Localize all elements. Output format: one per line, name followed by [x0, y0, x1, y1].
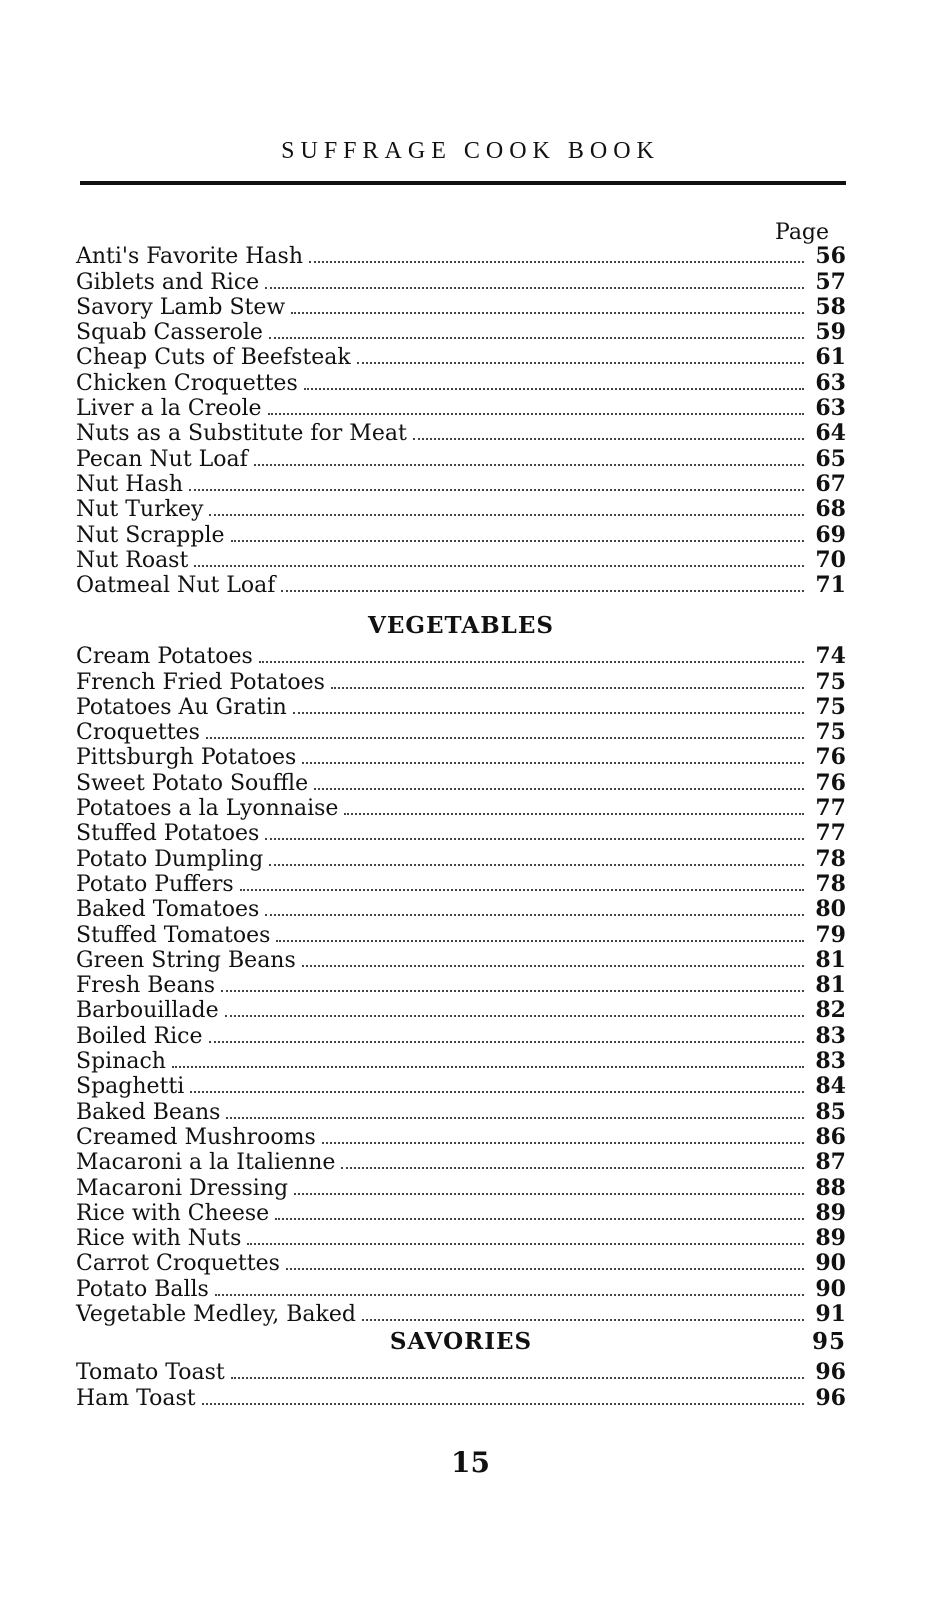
toc-entry: [76, 370, 846, 395]
toc-entry: [76, 522, 846, 547]
toc-entry: [76, 1251, 846, 1276]
entry-title: Vegetable Medley, Baked: [76, 1302, 356, 1328]
dot-leader: [293, 712, 804, 714]
toc-entry: [76, 796, 846, 821]
entry-title: Anti's Favorite Hash: [76, 244, 303, 270]
dot-leader: [265, 914, 804, 916]
entry-page-number: 83: [815, 1048, 846, 1075]
toc-entry: [76, 1099, 846, 1124]
dot-leader: [286, 1268, 804, 1270]
toc-entry: [76, 1226, 846, 1251]
entry-title: Savory Lamb Stew: [76, 294, 286, 320]
toc-entry: [76, 922, 846, 947]
entry-title: Tomato Toast: [76, 1360, 225, 1386]
entry-page-number: 77: [815, 795, 846, 822]
section-heading-savories: [76, 1328, 846, 1355]
entry-title: Potato Dumpling: [76, 846, 264, 872]
toc-entry: [76, 1276, 846, 1301]
entry-title: Rice with Nuts: [76, 1226, 242, 1252]
entry-page-number: 84: [815, 1073, 846, 1100]
toc-entry: [76, 1385, 846, 1410]
entry-title: Potato Puffers: [76, 871, 234, 897]
toc-entry: [76, 846, 846, 871]
entry-title: Chicken Croquettes: [76, 370, 298, 396]
header-rule: [80, 181, 846, 185]
entry-title: Squab Casserole: [76, 320, 263, 346]
dot-leader: [344, 813, 804, 815]
entry-page-number: 70: [815, 546, 846, 573]
dot-leader: [265, 287, 804, 289]
entry-page-number: 75: [815, 693, 846, 720]
toc-entry: [76, 1150, 846, 1175]
toc-entry: [76, 770, 846, 795]
entry-title: Spinach: [76, 1049, 166, 1075]
entry-page-number: 58: [815, 293, 846, 320]
entry-page-number: 57: [815, 268, 846, 295]
entry-title: Sweet Potato Souffle: [76, 770, 309, 796]
section-title: VEGETABLES: [367, 612, 554, 639]
toc-entry: [76, 1175, 846, 1200]
entry-page-number: 65: [815, 445, 846, 472]
toc-entry: [76, 669, 846, 694]
dot-leader: [209, 514, 804, 516]
section-heading-vegetables: [76, 612, 846, 639]
entry-title: Macaroni Dressing: [76, 1175, 289, 1201]
toc-entry: [76, 1023, 846, 1048]
dot-leader: [268, 413, 804, 415]
section-title: SAVORIES: [389, 1328, 533, 1355]
toc-entry: [76, 269, 846, 294]
toc-entry: [76, 497, 846, 522]
toc-entry: [76, 548, 846, 573]
dot-leader: [276, 940, 804, 942]
dot-leader: [202, 1403, 804, 1405]
running-title: SUFFRAGE COOK BOOK: [281, 138, 660, 164]
dot-leader: [341, 1167, 804, 1169]
entry-page-number: 81: [815, 946, 846, 973]
dot-leader: [413, 438, 804, 440]
toc-entry: [76, 745, 846, 770]
entry-page-number: 61: [815, 344, 846, 371]
entry-title: Nut Roast: [76, 547, 189, 573]
entry-page-number: 87: [815, 1149, 846, 1176]
dot-leader: [231, 540, 805, 542]
entry-page-number: 76: [815, 744, 846, 771]
entry-page-number: 59: [815, 319, 846, 346]
dot-leader: [302, 965, 804, 967]
toc-entry: [76, 396, 846, 421]
entry-page-number: 77: [815, 820, 846, 847]
entry-page-number: 86: [815, 1123, 846, 1150]
dot-leader: [357, 362, 804, 364]
entry-page-number: 76: [815, 769, 846, 796]
dot-leader: [294, 1193, 804, 1195]
entry-page-number: 90: [815, 1250, 846, 1277]
dot-leader: [259, 661, 804, 663]
entry-page-number: 83: [815, 1022, 846, 1049]
entry-title: French Fried Potatoes: [76, 669, 325, 695]
page-number: 15: [451, 1446, 490, 1479]
entry-page-number: 78: [815, 870, 846, 897]
entry-title: Cheap Cuts of Beefsteak: [76, 345, 351, 371]
entry-title: Potato Balls: [76, 1276, 209, 1302]
toc-entry: [76, 1302, 846, 1327]
entry-title: Barbouillade: [76, 998, 219, 1024]
toc-entry: [76, 446, 846, 471]
dot-leader: [254, 464, 804, 466]
dot-leader: [314, 788, 804, 790]
entry-page-number: 71: [815, 572, 846, 599]
entry-page-number: 89: [815, 1199, 846, 1226]
vegetables-toc-list: [76, 644, 846, 1327]
entry-page-number: 75: [815, 668, 846, 695]
entry-page-number: 69: [815, 521, 846, 548]
dot-leader: [302, 762, 804, 764]
dot-leader: [304, 388, 804, 390]
entry-page-number: 79: [815, 921, 846, 948]
entry-title: Spaghetti: [76, 1074, 185, 1100]
toc-entry: [76, 644, 846, 669]
entry-title: Pittsburgh Potatoes: [76, 745, 297, 771]
entry-page-number: 88: [815, 1174, 846, 1201]
dot-leader: [269, 337, 804, 339]
entry-title: Oatmeal Nut Loaf: [76, 573, 276, 599]
entry-page-number: 63: [815, 395, 846, 422]
dot-leader: [331, 687, 804, 689]
toc-entry: [76, 320, 846, 345]
entry-page-number: 85: [815, 1098, 846, 1125]
entry-title: Liver a la Creole: [76, 396, 262, 422]
dot-leader: [309, 261, 804, 263]
dot-leader: [225, 1015, 804, 1017]
toc-entry: [76, 421, 846, 446]
toc-entry: [76, 1049, 846, 1074]
entry-title: Baked Beans: [76, 1099, 221, 1125]
dot-leader: [189, 489, 804, 491]
toc-entry: [76, 472, 846, 497]
toc-entry: [76, 1201, 846, 1226]
dot-leader: [247, 1243, 804, 1245]
toc-entry: [76, 1074, 846, 1099]
entry-title: Baked Tomatoes: [76, 897, 260, 923]
entry-title: Stuffed Tomatoes: [76, 922, 271, 948]
page-column-label: Page: [775, 220, 830, 245]
entry-title: Potatoes a la Lyonnaise: [76, 796, 339, 822]
entry-title: Nuts as a Substitute for Meat: [76, 421, 407, 447]
toc-entry: [76, 573, 846, 598]
dot-leader: [190, 1091, 804, 1093]
toc-entry: [76, 720, 846, 745]
toc-entry: [76, 695, 846, 720]
dot-leader: [240, 889, 804, 891]
entry-title: Creamed Mushrooms: [76, 1124, 316, 1150]
entry-title: Nut Hash: [76, 471, 184, 497]
toc-entry: [76, 295, 846, 320]
meats-toc-list: [76, 244, 846, 598]
entry-title: Carrot Croquettes: [76, 1251, 280, 1277]
toc-entry: [76, 948, 846, 973]
entry-page-number: 56: [815, 243, 846, 270]
dot-leader: [215, 1294, 804, 1296]
entry-page-number: 89: [815, 1225, 846, 1252]
dot-leader: [206, 737, 804, 739]
entry-title: Croquettes: [76, 720, 200, 746]
dot-leader: [231, 1377, 804, 1379]
dot-leader: [194, 565, 804, 567]
dot-leader: [322, 1142, 804, 1144]
entry-title: Giblets and Rice: [76, 269, 260, 295]
entry-page-number: 63: [815, 369, 846, 396]
dot-leader: [226, 1117, 804, 1119]
dot-leader: [269, 864, 804, 866]
dot-leader: [275, 1218, 804, 1220]
entry-page-number: 74: [815, 643, 846, 670]
entry-title: Potatoes Au Gratin: [76, 694, 287, 720]
entry-page-number: 81: [815, 972, 846, 999]
entry-page-number: 91: [815, 1301, 846, 1328]
entry-title: Green String Beans: [76, 947, 296, 973]
entry-page-number: 96: [815, 1384, 846, 1411]
toc-entry: [76, 872, 846, 897]
dot-leader: [172, 1066, 804, 1068]
entry-page-number: 90: [815, 1275, 846, 1302]
dot-leader: [221, 990, 804, 992]
entry-title: Pecan Nut Loaf: [76, 446, 248, 472]
entry-page-number: 75: [815, 719, 846, 746]
entry-page-number: 68: [815, 496, 846, 523]
entry-title: Stuffed Potatoes: [76, 821, 260, 847]
toc-entry: [76, 1360, 846, 1385]
toc-entry: [76, 998, 846, 1023]
entry-title: Boiled Rice: [76, 1023, 203, 1049]
toc-entry: [76, 345, 846, 370]
savories-toc-list: [76, 1360, 846, 1411]
toc-entry: [76, 244, 846, 269]
entry-page-number: 64: [815, 420, 846, 447]
entry-title: Nut Turkey: [76, 497, 204, 523]
toc-entry: [76, 821, 846, 846]
entry-title: Macaroni a la Italienne: [76, 1150, 336, 1176]
toc-entry: [76, 973, 846, 998]
entry-page-number: 80: [815, 896, 846, 923]
dot-leader: [291, 312, 804, 314]
section-page-number: 95: [811, 1328, 846, 1355]
dot-leader: [281, 590, 804, 592]
entry-page-number: 78: [815, 845, 846, 872]
entry-title: Cream Potatoes: [76, 644, 253, 670]
toc-entry: [76, 897, 846, 922]
dot-leader: [362, 1319, 804, 1321]
entry-title: Nut Scrapple: [76, 522, 225, 548]
entry-title: Ham Toast: [76, 1385, 196, 1411]
entry-page-number: 82: [815, 997, 846, 1024]
dot-leader: [265, 838, 804, 840]
dot-leader: [209, 1041, 804, 1043]
entry-title: Fresh Beans: [76, 973, 216, 999]
entry-title: Rice with Cheese: [76, 1200, 270, 1226]
entry-page-number: 96: [815, 1359, 846, 1386]
entry-page-number: 67: [815, 470, 846, 497]
toc-entry: [76, 1125, 846, 1150]
